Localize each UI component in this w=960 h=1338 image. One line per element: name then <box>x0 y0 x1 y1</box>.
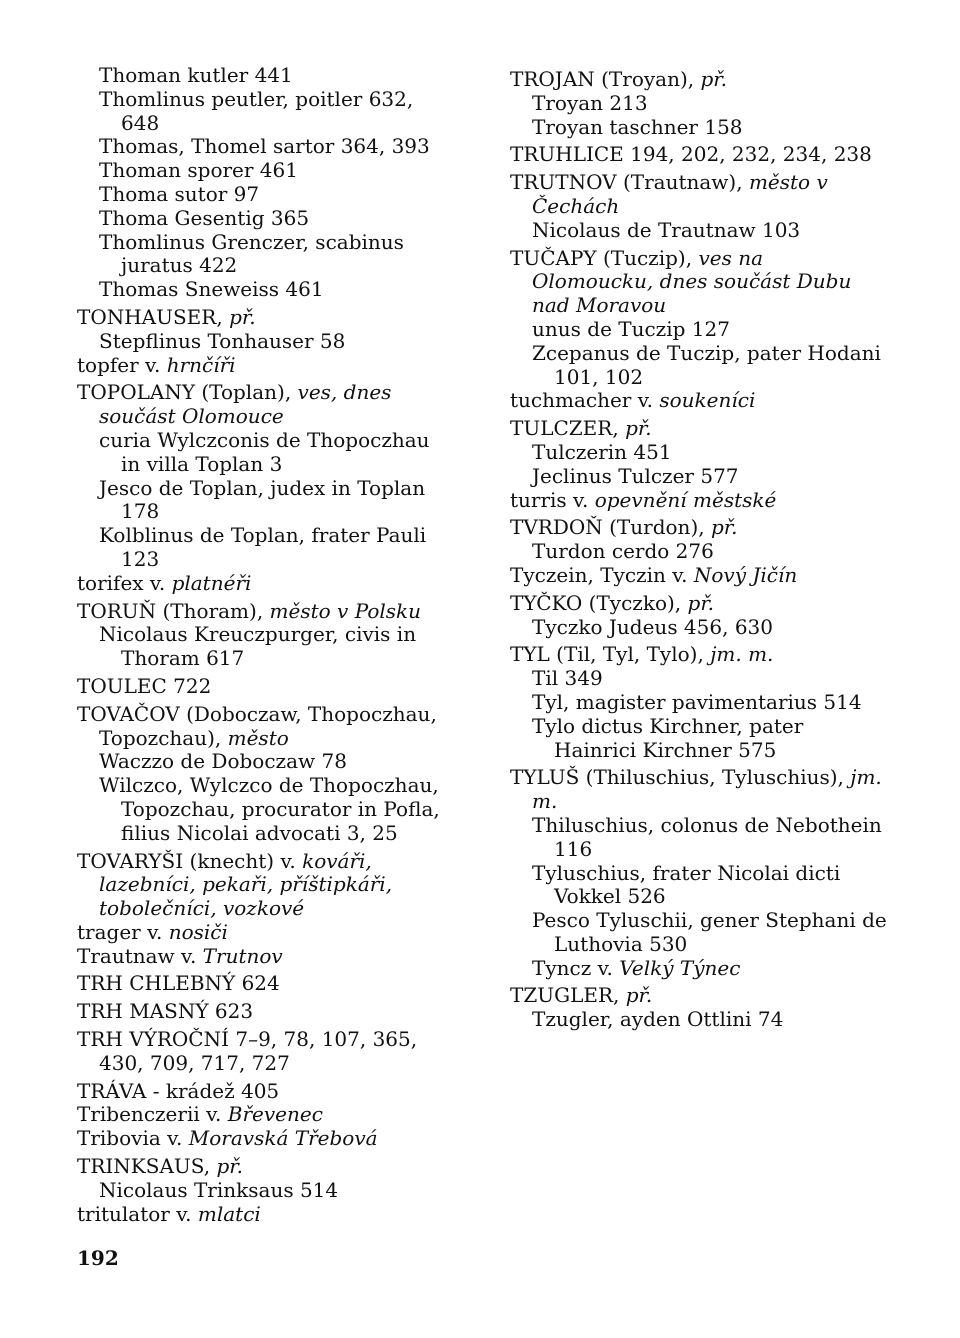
italic-text: jm. m. <box>532 765 882 814</box>
text: TRINKSAUS, <box>77 1154 217 1179</box>
text: tuchmacher v. <box>510 388 660 413</box>
text: TOVARYŠI (knecht) v. <box>77 848 303 873</box>
text: Zcepanus de Tuczip, pater Hodani 101, 102 <box>532 340 881 389</box>
italic-text: př. <box>216 1154 243 1179</box>
index-subentry <box>77 524 455 572</box>
index-headword <box>510 171 888 219</box>
index-subentry <box>510 116 888 140</box>
italic-text: př. <box>700 67 728 91</box>
index-headword <box>77 600 455 624</box>
text: Tribenczerii v. <box>77 1102 228 1127</box>
index-subentry <box>510 318 888 342</box>
index-subentry <box>77 207 455 231</box>
italic-text: město <box>227 725 289 750</box>
index-crossref <box>77 354 455 378</box>
text: Tylo dictus Kirchner, pater Hainrici Kirchner 575 <box>532 713 804 762</box>
index-subentry <box>510 92 888 116</box>
text: TOVAČOV (Doboczaw, Thopoczhau, Topozchau), <box>77 701 437 750</box>
italic-text: mlatci <box>197 1201 261 1226</box>
text: Tyczein, Tyczin v. <box>510 562 694 587</box>
italic-text: Nový Jičín <box>693 562 798 587</box>
index-headword <box>510 68 888 92</box>
index-subentry <box>77 231 455 279</box>
index-subentry <box>510 540 888 564</box>
italic-text: nosiči <box>168 919 228 944</box>
index-headword <box>77 675 455 699</box>
text: Thomas Sneweiss 461 <box>99 277 324 302</box>
index-subentry <box>510 814 888 862</box>
index-crossref <box>77 572 455 596</box>
index-headword <box>510 643 888 667</box>
text: TRH MASNÝ 623 <box>77 999 254 1024</box>
text: Jesco de Toplan, judex in Toplan 178 <box>99 475 426 524</box>
italic-text: Velký Týnec <box>619 955 741 980</box>
index-subentry <box>77 1179 455 1203</box>
text: Tribovia v. <box>77 1126 189 1151</box>
index-subentry <box>77 64 455 88</box>
text: Nicolaus Kreuczpurger, civis in Thoram 617 <box>99 622 417 671</box>
text: TRUTNOV (Trautnaw), <box>510 170 749 195</box>
index-subentry <box>77 429 455 477</box>
index-crossref <box>77 1203 455 1227</box>
text: TYČKO (Tyczko), <box>510 590 688 615</box>
text: TORUŇ (Thoram), <box>77 598 270 623</box>
text: Tzugler, ayden Ottlini 74 <box>532 1007 784 1032</box>
index-crossref <box>77 921 455 945</box>
text: tritulator v. <box>77 1201 198 1226</box>
text: Kolblinus de Toplan, frater Pauli 123 <box>99 523 427 571</box>
italic-text: hrnčíři <box>166 352 236 377</box>
italic-text: soukeníci <box>659 388 756 413</box>
italic-text: Moravská Třebová <box>188 1126 378 1151</box>
index-subentry <box>77 88 455 136</box>
italic-text: př. <box>710 515 738 540</box>
index-subentry <box>510 691 888 715</box>
page-number: 192 <box>77 1246 119 1270</box>
italic-text: př. <box>625 983 653 1008</box>
text: Thomlinus peutler, poitler 632, 648 <box>99 86 414 135</box>
italic-text: jm. m. <box>710 642 774 667</box>
index-subentry <box>77 278 455 302</box>
index-subentry <box>77 477 455 525</box>
index-crossref <box>510 489 888 513</box>
text: torifex v. <box>77 570 172 595</box>
text: Thomas, Thomel sartor 364, 393 <box>99 134 430 159</box>
index-subentry <box>77 183 455 207</box>
text: unus de Tuczip 127 <box>532 316 730 341</box>
text: Tyczko Judeus 456, 630 <box>532 614 773 639</box>
text: TOPOLANY (Toplan), <box>77 380 298 405</box>
index-headword <box>77 1080 455 1104</box>
text: Thoma Gesentig 365 <box>99 205 310 230</box>
text: Troyan 213 <box>532 90 648 115</box>
index-headword <box>77 381 455 429</box>
italic-text: př. <box>625 416 652 441</box>
text: Tyluschius, frater Nicolai dicti Vokkel 526 <box>532 860 841 909</box>
text: TUČAPY (Tuczip), <box>510 245 699 270</box>
index-crossref <box>77 1127 455 1151</box>
italic-text: ves na Olomoucku, dnes součást Dubu nad Moravou <box>532 245 852 318</box>
index-headword <box>77 306 455 330</box>
index-subentry <box>77 623 455 671</box>
index-subentry <box>510 715 888 763</box>
text: Jeclinus Tulczer 577 <box>532 463 739 488</box>
index-headword <box>77 703 455 751</box>
index-headword <box>77 972 455 996</box>
italic-text: př. <box>687 590 715 615</box>
text: Turdon cerdo 276 <box>532 539 714 564</box>
text: TRH CHLEBNÝ 624 <box>77 971 280 996</box>
index-headword <box>510 417 888 441</box>
text: topfer v. <box>77 352 167 377</box>
text: TONHAUSER, <box>77 304 230 329</box>
text: Thiluschius, colonus de Nebothein 116 <box>532 812 882 861</box>
text: Tyl, magister pavimentarius 514 <box>532 689 862 714</box>
italic-text: kováři, lazebníci, pekaři, příštipkáři, tobolečníci, vozkové <box>99 848 393 921</box>
index-subentry <box>510 667 888 691</box>
index-headword <box>510 247 888 318</box>
text: TYLUŠ (Thiluschius, Tyluschius), <box>510 765 851 790</box>
text: curia Wylczconis de Thopoczhau in villa Toplan 3 <box>99 427 430 476</box>
text: Waczzo de Doboczaw 78 <box>99 749 347 774</box>
index-headword <box>77 1028 455 1076</box>
text: Thoman sporer 461 <box>99 158 298 183</box>
text: TRH VÝROČNÍ 7–9, 78, 107, 365, 430, 709, 717, 727 <box>77 1027 418 1075</box>
index-subentry <box>77 135 455 159</box>
text: TVRDOŇ (Turdon), <box>510 515 711 540</box>
index-subentry <box>510 862 888 910</box>
italic-text: ves, dnes součást Olomouce <box>99 380 392 429</box>
text: TYL (Til, Tyl, Tylo), <box>510 642 711 667</box>
index-subentry <box>510 616 888 640</box>
text: Thomlinus Grenczer, scabinus juratus 422 <box>99 229 404 278</box>
index-headword <box>77 1000 455 1024</box>
italic-text: město v Čechách <box>532 170 828 218</box>
index-headword <box>510 592 888 616</box>
index-headword <box>77 850 455 921</box>
text: TRÁVA - krádež 405 <box>77 1078 280 1103</box>
text: Pesco Tyluschii, gener Stephani de Luthovia 530 <box>532 908 887 956</box>
index-subentry <box>510 909 888 957</box>
italic-text: platnéři <box>171 570 252 595</box>
text: Til 349 <box>532 666 603 691</box>
text: TROJAN (Troyan), <box>510 67 701 91</box>
index-crossref <box>510 564 888 588</box>
text: TULCZER, <box>510 416 626 441</box>
index-headword <box>510 766 888 814</box>
text: Trautnaw v. <box>77 943 203 968</box>
text: Troyan taschner 158 <box>532 114 743 139</box>
italic-text: opevnění městské <box>594 487 777 512</box>
text: Tulczerin 451 <box>532 439 672 464</box>
index-subentry <box>510 219 888 243</box>
text: Stepflinus Tonhauser 58 <box>99 328 346 353</box>
text: Wilczco, Wylczco de Thopoczhau, Topozchau, procurator in Pofla, filius Nicolai advocati 3, 25 <box>99 773 440 845</box>
index-subentry <box>77 774 455 845</box>
text: TRUHLICE 194, 202, 232, 234, 238 <box>510 142 872 167</box>
index-subentry <box>510 465 888 489</box>
text: trager v. <box>77 919 169 944</box>
text: TOULEC 722 <box>77 673 212 698</box>
index-subentry <box>510 957 888 981</box>
text: Nicolaus Trinksaus 514 <box>99 1177 339 1202</box>
index-column-right <box>510 64 888 1032</box>
index-headword <box>510 516 888 540</box>
index-crossref <box>77 1103 455 1127</box>
index-subentry <box>510 441 888 465</box>
index-subentry <box>77 159 455 183</box>
text: Tyncz v. <box>532 955 620 980</box>
text: TZUGLER, <box>510 983 626 1008</box>
text: turris v. <box>510 487 595 512</box>
italic-text: město v Polsku <box>269 598 422 623</box>
italic-text: př. <box>229 304 256 329</box>
index-subentry <box>77 750 455 774</box>
index-subentry <box>77 330 455 354</box>
index-headword <box>77 1155 455 1179</box>
index-crossref <box>510 389 888 413</box>
italic-text: Trutnov <box>202 943 283 968</box>
index-headword <box>510 984 888 1008</box>
index-column-left <box>77 64 455 1226</box>
index-subentry <box>510 1008 888 1032</box>
text: Nicolaus de Trautnaw 103 <box>532 217 801 242</box>
text: Thoma sutor 97 <box>99 181 260 206</box>
index-subentry <box>510 342 888 390</box>
index-headword <box>510 143 888 167</box>
italic-text: Břevenec <box>227 1102 323 1127</box>
index-crossref <box>77 945 455 969</box>
text: Thoman kutler 441 <box>99 63 293 87</box>
